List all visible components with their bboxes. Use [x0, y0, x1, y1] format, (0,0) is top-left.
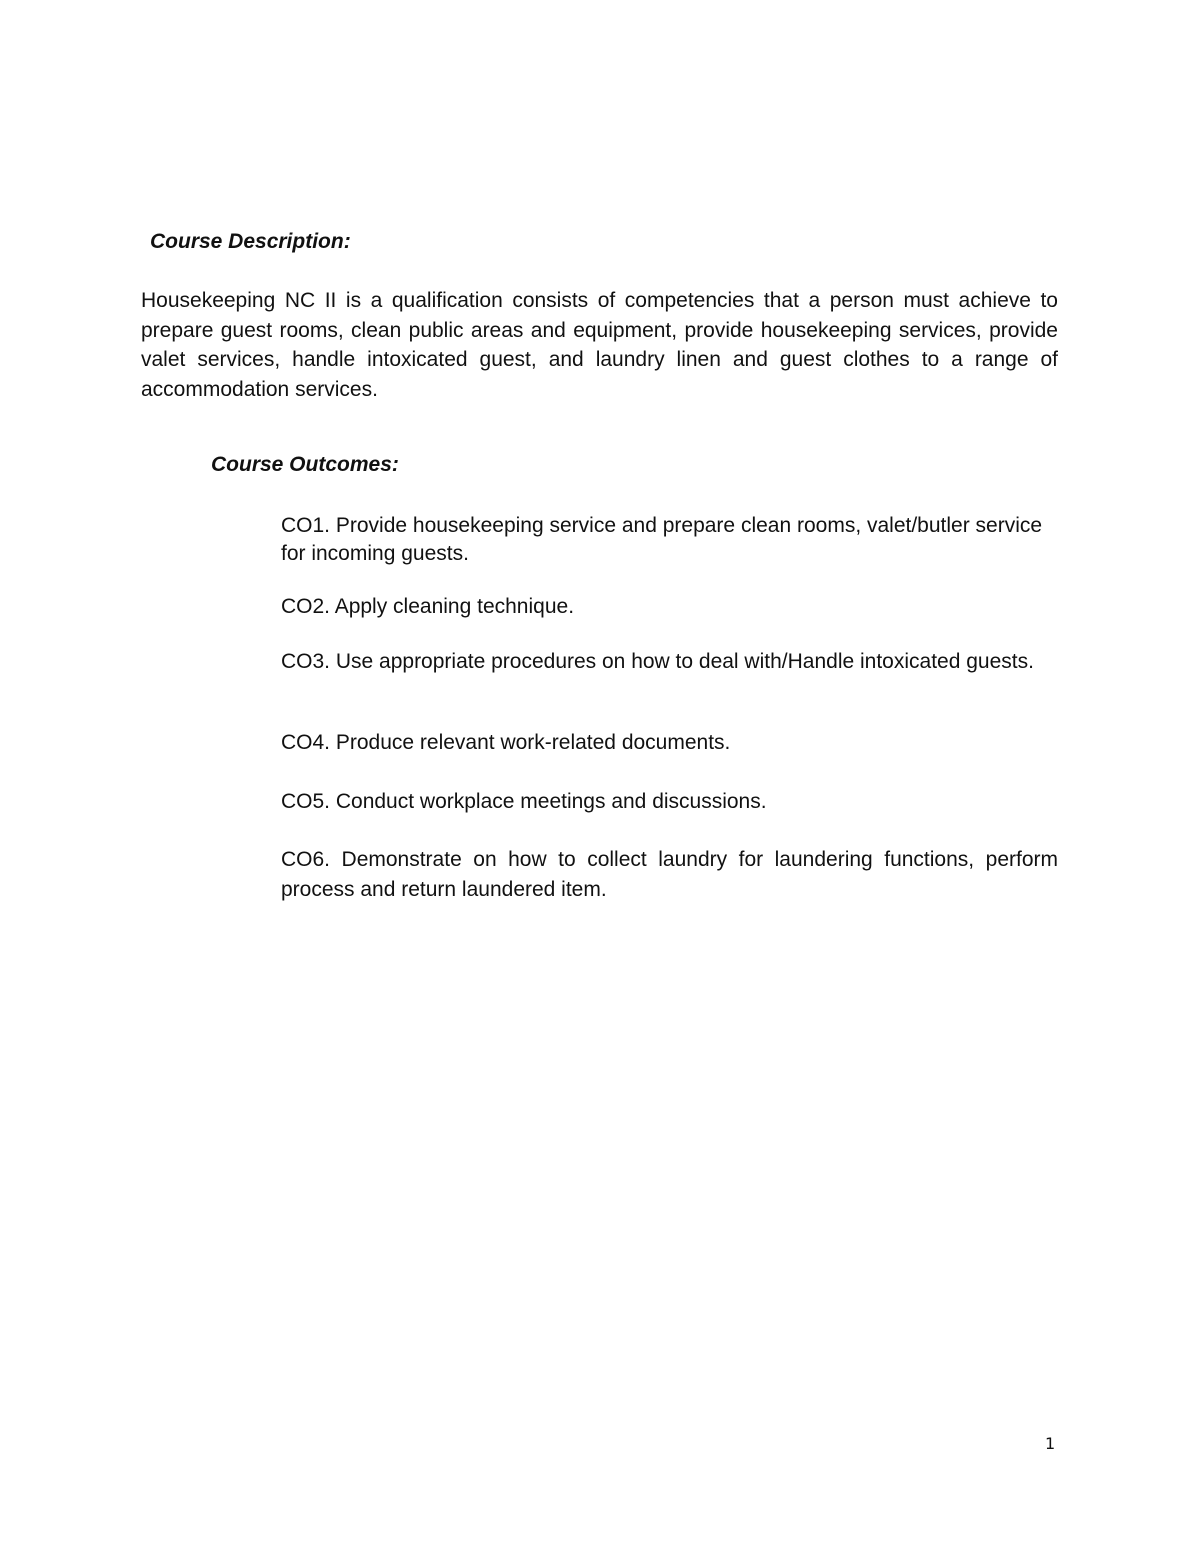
course-outcomes-heading: Course Outcomes:	[211, 453, 399, 476]
course-outcome-item: CO1. Provide housekeeping service and prepare clean rooms, valet/butler service for incoming guests.	[281, 514, 1043, 565]
course-description-heading: Course Description:	[150, 230, 351, 253]
course-outcome-item: CO3. Use appropriate procedures on how to deal with/Handle intoxicated guests.	[281, 650, 1034, 673]
course-outcome-item: CO6. Demonstrate on how to collect laundry for laundering functions, perform process and return laundered item.	[281, 848, 1058, 901]
page-number: 1	[1045, 1434, 1056, 1453]
course-outcome-item: CO5. Conduct workplace meetings and discussions.	[281, 790, 767, 813]
course-description-text: Housekeeping NC II is a qualification consists of competencies that a person must achieve to prepare guest rooms, clean public areas and equipment, provide housekeeping services, provide valet services, handle intoxicated guest, and laundry linen and guest clothes to a range of accommodation services.	[141, 289, 1058, 401]
course-outcome-item: CO2. Apply cleaning technique.	[281, 595, 575, 618]
course-outcome-item: CO4. Produce relevant work-related documents.	[281, 731, 731, 754]
